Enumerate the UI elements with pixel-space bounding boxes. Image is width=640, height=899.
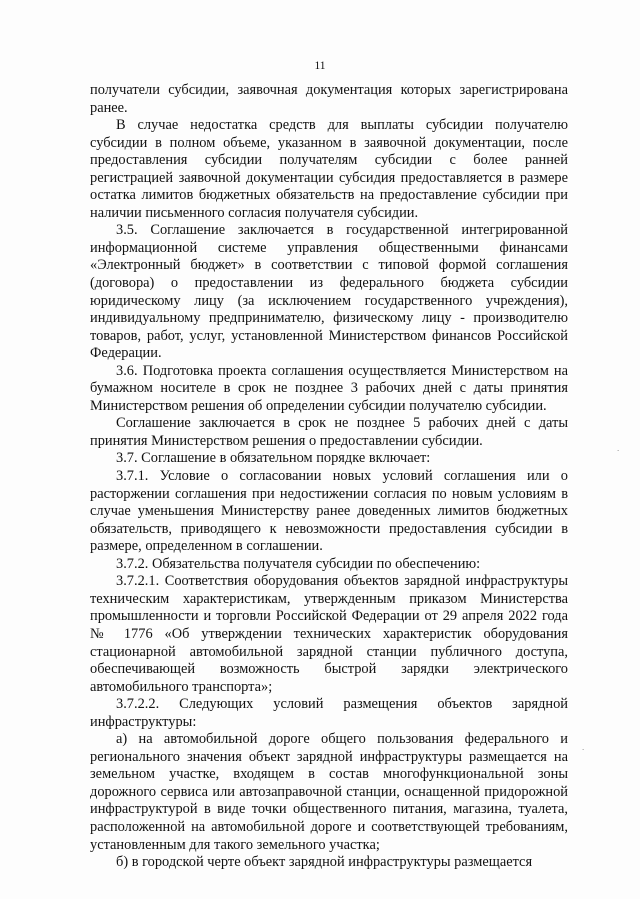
paragraph: получатели субсидии, заявочная документация которых зарегистрирована ранее. — [90, 82, 568, 116]
paragraph-section-3-7: 3.7. Соглашение в обязательном порядке включает: — [116, 450, 431, 467]
page-number: 11 — [314, 60, 326, 72]
paragraph-item-b: б) в городской черте объект зарядной инфраструктуры размещается — [116, 854, 533, 871]
document-body — [90, 82, 568, 872]
scan-speck: · — [582, 746, 585, 754]
paragraph-section-3-7-2-1: 3.7.2.1. Соответствия оборудования объектов зарядной инфраструктуры техническим характеристикам, утвержденным приказом Министерства промышленности и торговли Российской Федерации от 29 апреля 2022 года № 1776 «Об утверждении технических характеристик оборудования стационарной автомобильной зарядной станции публичного доступа, обеспечивающей возможность быстрой зарядки электрического автомобильного транспорта»; — [90, 573, 568, 695]
paragraph: Соглашение заключается в срок не позднее 5 рабочих дней с даты принятия Министерством решения о предоставлении субсидии. — [90, 415, 568, 449]
paragraph-section-3-7-2: 3.7.2. Обязательства получателя субсидии по обеспечению: — [116, 555, 481, 572]
paragraph-item-a: а) на автомобильной дороге общего пользования федерального и регионального значения объект зарядной инфраструктуры размещается на земельном участке, входящем в состав многофункциональной зоны дорожного сервиса или автозаправочной станции, оснащенной придорожной инфраструктурой в виде точки общественного питания, магазина, туалета, расположенной на автомобильной дороге и соответствующей требованиям, установленным для такого земельного участка; — [90, 731, 568, 853]
paragraph-section-3-7-2-2: 3.7.2.2. Следующих условий размещения объектов зарядной инфраструктуры: — [90, 696, 568, 730]
paragraph-section-3-7-1: 3.7.1. Условие о согласовании новых условий соглашения или о расторжении соглашения при недостижении согласия по новым условиям в случае уменьшения Министерству ранее доведенных лимитов бюджетных обязательств, приводящего к невозможности предоставления субсидии в размере, определенном в соглашении. — [90, 468, 568, 555]
scan-speck: · — [617, 447, 620, 455]
paragraph-section-3-5: 3.5. Соглашение заключается в государственной интегрированной информационной системе управления общественными финансами «Электронный бюджет» в соответствии с типовой формой соглашения (договора) о предоставлении из федерального бюджета субсидии юридическому лицу (за исключением государственного учреждения), индивидуальному предпринимателю, физическому лицу - производителю товаров, работ, услуг, установленной Министерством финансов Российской Федерации. — [90, 222, 568, 362]
paragraph: В случае недостатка средств для выплаты субсидии получателю субсидии в полном объеме, указанном в заявочной документации, после предоставления субсидии получателям субсидии с более ранней регистрацией заявочной документации субсидия предоставляется в размере остатка лимитов бюджетных обязательств на предоставление субсидии при наличии письменного согласия получателя субсидии. — [90, 117, 568, 221]
paragraph-section-3-6: 3.6. Подготовка проекта соглашения осуществляется Министерством на бумажном носителе в срок не позднее 3 рабочих дней с даты принятия Министерством решения об определении субсидии получателю субсидии. — [90, 362, 568, 414]
